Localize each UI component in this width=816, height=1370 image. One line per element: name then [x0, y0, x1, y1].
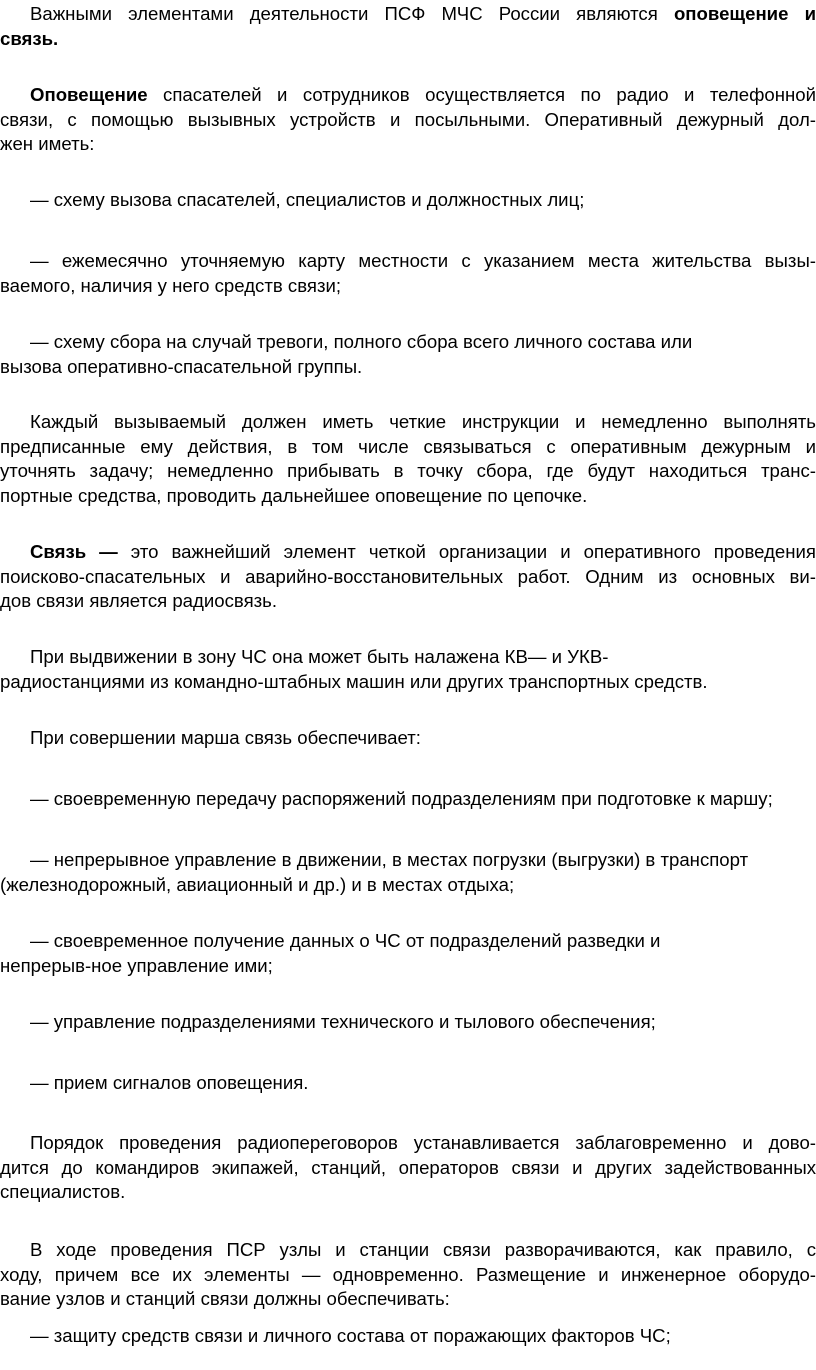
text-line: вызова оперативно-спасательной группы. [0, 355, 363, 377]
paragraph-radio-procedure [0, 1131, 816, 1205]
list-item [0, 1324, 816, 1349]
text-line: Каждый вызываемый должен иметь четкие инструкции и немедленно выполнять [30, 411, 816, 432]
list-item [0, 249, 816, 298]
text-run: спасателей и сотрудников осуществляется по радио и телефонной [147, 84, 816, 105]
bold-term: оповещение и [673, 3, 816, 24]
paragraph-psr-stations [0, 1238, 816, 1312]
text-line: В ходе проведения ПСР узлы и станции связи разворачиваются, как правило, с [30, 1239, 816, 1260]
bold-term: Оповещение [30, 84, 148, 105]
text-line: дится до командиров экипажей, станций, операторов связи и других задействованных [0, 1156, 816, 1178]
paragraph-deployment [0, 645, 816, 694]
text-line: поисково-спасательных и аварийно-восстановительных работ. Одним из основных ви- [0, 565, 816, 587]
list-item [0, 848, 816, 897]
text-line: ходу, причем все их элементы — одновременно. Размещение и инженерное оборудо- [0, 1263, 816, 1285]
text-line: Порядок проведения радиопереговоров устанавливается заблаговременно и дово- [30, 1132, 816, 1153]
bold-term: связь. [0, 27, 59, 49]
text-line [0, 540, 816, 565]
text-run: это важнейший элемент четкой организации и оперативного проведения [117, 541, 816, 562]
text-line: дов связи является радиосвязь. [0, 590, 278, 611]
list-item [0, 1010, 816, 1035]
paragraph-communication [0, 540, 816, 614]
paragraph-instructions [0, 410, 816, 508]
text-line: предписанные ему действия, в том числе связываться с оперативным дежурным и [0, 435, 816, 457]
text-line: непрерыв-ное управление ими; [0, 954, 273, 976]
text-line [0, 27, 816, 52]
text-run: Важными элементами деятельности ПСФ МЧС России являются [30, 3, 674, 24]
text-line: вание узлов и станций связи должны обеспечивать: [0, 1288, 450, 1309]
text-line: — непрерывное управление в движении, в местах погрузки (выгрузки) в транспорт [30, 849, 749, 870]
text-line: При выдвижении в зону ЧС она может быть налажена КВ— и УКВ- [30, 646, 609, 667]
paragraph-notification [0, 83, 816, 157]
text-line: — схему сбора на случай тревоги, полного сбора всего личного состава или [30, 331, 693, 352]
list-item [0, 929, 816, 978]
text-line: портные средства, проводить дальнейшее оповещение по цепочке. [0, 484, 588, 506]
list-item [0, 787, 816, 812]
text-line: ваемого, наличия у него средств связи; [0, 274, 342, 296]
text-line: — ежемесячно уточняемую карту местности с указанием места жительства вызы- [30, 250, 816, 271]
text-line [0, 83, 816, 108]
text-line: радиостанциями из командно-штабных машин или других транспортных средств. [0, 670, 708, 692]
text-line: жен иметь: [0, 133, 95, 154]
bold-term: Связь — [30, 541, 118, 562]
paragraph-intro [0, 2, 816, 51]
text-line: связи, с помощью вызывных устройств и посыльными. Оперативный дежурный дол- [0, 108, 816, 130]
text-line: При совершении марша связь обеспечивает: [30, 727, 421, 748]
text-line [0, 2, 816, 27]
text-line: — своевременное получение данных о ЧС от подразделений разведки и [30, 930, 661, 951]
list-item [0, 330, 816, 379]
text-line: — защиту средств связи и личного состава от поражающих факторов ЧС; [30, 1325, 671, 1346]
list-item [0, 188, 816, 213]
paragraph-march [0, 726, 816, 751]
text-line: (железнодорожный, авиационный и др.) и в местах отдыха; [0, 873, 515, 895]
text-line: — управление подразделениями технического и тылового обеспечения; [30, 1011, 656, 1032]
text-line: уточнять задачу; немедленно прибывать в точку сбора, где будут находиться транс- [0, 460, 816, 481]
text-line: — прием сигналов оповещения. [30, 1072, 309, 1093]
text-line: — схему вызова спасателей, специалистов и должностных лиц; [30, 189, 585, 210]
list-item [0, 1071, 816, 1096]
text-line: специалистов. [0, 1181, 126, 1202]
text-line: — своевременную передачу распоряжений подразделениям при подготовке к маршу; [30, 788, 773, 809]
